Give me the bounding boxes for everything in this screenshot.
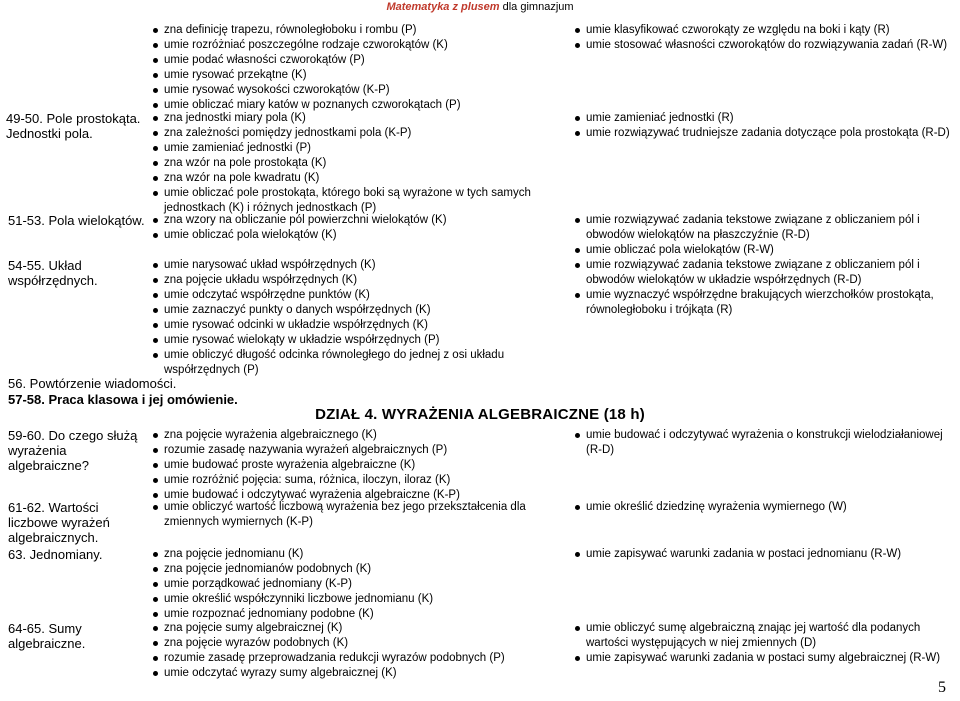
- bullet-icon: [153, 505, 158, 510]
- section-title: DZIAŁ 4. WYRAŻENIA ALGEBRAICZNE (18 h): [315, 406, 645, 423]
- bullet-icon: [153, 191, 158, 196]
- lesson-topic: 59-60. Do czego służą wyrażenia algebraiczne?: [8, 428, 138, 473]
- bullet-icon: [575, 218, 580, 223]
- list-item: zna wzory na obliczanie pól powierzchni wielokątów (K): [152, 213, 572, 228]
- bullet-icon: [153, 671, 158, 676]
- bullet-icon: [153, 146, 158, 151]
- lesson-topic: 51-53. Pola wielokątów.: [8, 213, 145, 228]
- bullet-icon: [153, 218, 158, 223]
- bullet-icon: [153, 323, 158, 328]
- bullet-icon: [153, 448, 158, 453]
- list-item: umie wyznaczyć współrzędne brakujących wierzchołków prostokąta, równoległoboku i trójkąta (R): [574, 288, 952, 318]
- bullet-icon: [153, 567, 158, 572]
- requirements-basic: [152, 500, 572, 530]
- bullet-icon: [575, 263, 580, 268]
- header-brand: Matematyka z plusem: [386, 1, 500, 13]
- page-number: 5: [938, 679, 946, 696]
- list-item: umie zaznaczyć punkty o danych współrzędnych (K): [152, 303, 572, 318]
- bullet-icon: [575, 248, 580, 253]
- bullet-icon: [575, 131, 580, 136]
- requirements-extended: [574, 23, 952, 53]
- list-item: umie odczytać współrzędne punktów (K): [152, 288, 572, 303]
- list-item: zna wzór na pole kwadratu (K): [152, 171, 572, 186]
- list-item: umie określić współczynniki liczbowe jednomianu (K): [152, 592, 572, 607]
- list-item: umie rysować odcinki w układzie współrzędnych (K): [152, 318, 572, 333]
- lesson-topic: 49-50. Pole prostokąta. Jednostki pola.: [6, 111, 141, 141]
- bullet-icon: [153, 433, 158, 438]
- list-item: umie rozróżniać poszczególne rodzaje czworokątów (K): [152, 38, 572, 53]
- requirements-basic: [152, 23, 572, 113]
- bullet-icon: [153, 131, 158, 136]
- list-item: zna pojęcie wyrażenia algebraicznego (K): [152, 428, 572, 443]
- requirements-extended: [574, 621, 952, 666]
- list-item: umie obliczyć sumę algebraiczną znając jej wartość dla podanych wartości występujących w niej zmiennych (D): [574, 621, 952, 651]
- bullet-icon: [153, 263, 158, 268]
- requirements-extended: [574, 111, 952, 141]
- list-item: umie obliczać pole prostokąta, którego boki są wyrażone w tych samych jednostkach (K) i różnych jednostkach (P): [152, 186, 572, 216]
- list-item: umie rozwiązywać zadania tekstowe związane z obliczaniem pól i obwodów wielokątów na płaszczyźnie (R-D): [574, 213, 952, 243]
- list-item: umie rysować wielokąty w układzie współrzędnych (P): [152, 333, 572, 348]
- bullet-icon: [153, 278, 158, 283]
- list-item: zna definicję trapezu, równoległoboku i rombu (P): [152, 23, 572, 38]
- bullet-icon: [153, 88, 158, 93]
- bullet-icon: [575, 28, 580, 33]
- list-item: zna pojęcie wyrazów podobnych (K): [152, 636, 572, 651]
- bullet-icon: [153, 338, 158, 343]
- list-item: umie stosować własności czworokątów do rozwiązywania zadań (R-W): [574, 38, 952, 53]
- list-item: zna pojęcie jednomianów podobnych (K): [152, 562, 572, 577]
- lesson-topic: 54-55. Układ współrzędnych.: [8, 258, 98, 288]
- list-item: umie porządkować jednomiany (K-P): [152, 577, 572, 592]
- requirements-extended: [574, 500, 952, 515]
- requirements-basic: [152, 621, 572, 681]
- list-item: umie rozwiązywać trudniejsze zadania dotyczące pola prostokąta (R-D): [574, 126, 952, 141]
- lesson-topic: 63. Jednomiany.: [8, 547, 103, 562]
- bullet-icon: [153, 626, 158, 631]
- list-item: umie obliczać pola wielokątów (R-W): [574, 243, 952, 258]
- bullet-icon: [153, 58, 158, 63]
- list-item: umie rozpoznać jednomiany podobne (K): [152, 607, 572, 622]
- bullet-icon: [575, 626, 580, 631]
- requirements-extended: [574, 213, 952, 258]
- list-item: zna zależności pomiędzy jednostkami pola (K-P): [152, 126, 572, 141]
- list-item: umie rysować przekątne (K): [152, 68, 572, 83]
- lesson-topic: 61-62. Wartości liczbowe wyrażeń algebraicznych.: [8, 500, 110, 545]
- bullet-icon: [153, 612, 158, 617]
- requirements-basic: [152, 547, 572, 622]
- bullet-icon: [153, 43, 158, 48]
- requirements-basic: [152, 258, 572, 378]
- bullet-icon: [153, 641, 158, 646]
- bullet-icon: [153, 161, 158, 166]
- list-item: umie określić dziedzinę wyrażenia wymiernego (W): [574, 500, 952, 515]
- list-item: umie obliczyć długość odcinka równoległego do jednej z osi układu współrzędnych (P): [152, 348, 572, 378]
- list-item: umie obliczyć wartość liczbową wyrażenia bez jego przekształcenia dla zmiennych wymiernych (K-P): [152, 500, 572, 530]
- list-item: umie obliczać pola wielokątów (K): [152, 228, 572, 243]
- bullet-icon: [153, 233, 158, 238]
- requirements-extended: [574, 258, 952, 318]
- bullet-icon: [153, 293, 158, 298]
- bullet-icon: [153, 73, 158, 78]
- list-item: zna pojęcie układu współrzędnych (K): [152, 273, 572, 288]
- list-item: umie odczytać wyrazy sumy algebraicznej (K): [152, 666, 572, 681]
- bullet-icon: [153, 656, 158, 661]
- bullet-icon: [153, 28, 158, 33]
- list-item: umie budować i odczytywać wyrażenia o konstrukcji wielodziałaniowej (R-D): [574, 428, 952, 458]
- list-item: umie budować proste wyrażenia algebraiczne (K): [152, 458, 572, 473]
- requirements-extended: [574, 547, 952, 562]
- bullet-icon: [153, 116, 158, 121]
- bullet-icon: [153, 353, 158, 358]
- bullet-icon: [153, 463, 158, 468]
- review-lesson: 56. Powtórzenie wiadomości.: [8, 376, 177, 391]
- header-subtitle: dla gimnazjum: [502, 1, 574, 13]
- list-item: rozumie zasadę przeprowadzania redukcji wyrazów podobnych (P): [152, 651, 572, 666]
- list-item: umie narysować układ współrzędnych (K): [152, 258, 572, 273]
- bullet-icon: [575, 43, 580, 48]
- list-item: zna wzór na pole prostokąta (K): [152, 156, 572, 171]
- lesson-topic: 64-65. Sumy algebraiczne.: [8, 621, 86, 651]
- list-item: umie zapisywać warunki zadania w postaci sumy algebraicznej (R-W): [574, 651, 952, 666]
- bullet-icon: [153, 552, 158, 557]
- list-item: umie klasyfikować czworokąty ze względu na boki i kąty (R): [574, 23, 952, 38]
- bullet-icon: [575, 505, 580, 510]
- list-item: umie zamieniać jednostki (P): [152, 141, 572, 156]
- bullet-icon: [153, 597, 158, 602]
- list-item: umie zapisywać warunki zadania w postaci jednomianu (R-W): [574, 547, 952, 562]
- list-item: rozumie zasadę nazywania wyrażeń algebraicznych (P): [152, 443, 572, 458]
- bullet-icon: [575, 433, 580, 438]
- page-header: [0, 0, 960, 14]
- list-item: umie obliczać miary katów w poznanych czworokątach (P): [152, 98, 572, 113]
- bullet-icon: [153, 582, 158, 587]
- list-item: umie rozwiązywać zadania tekstowe związane z obliczaniem pól i obwodów wielokątów w układzie współrzędnych (R-D): [574, 258, 952, 288]
- list-item: zna jednostki miary pola (K): [152, 111, 572, 126]
- list-item: zna pojęcie sumy algebraicznej (K): [152, 621, 572, 636]
- list-item: zna pojęcie jednomianu (K): [152, 547, 572, 562]
- requirements-extended: [574, 428, 952, 458]
- list-item: umie podać własności czworokątów (P): [152, 53, 572, 68]
- bullet-icon: [153, 493, 158, 498]
- bullet-icon: [575, 116, 580, 121]
- requirements-basic: [152, 111, 572, 216]
- bullet-icon: [153, 103, 158, 108]
- bullet-icon: [153, 478, 158, 483]
- bullet-icon: [575, 656, 580, 661]
- bullet-icon: [575, 552, 580, 557]
- list-item: umie rozróżnić pojęcia: suma, różnica, iloczyn, iloraz (K): [152, 473, 572, 488]
- test-lesson: 57-58. Praca klasowa i jej omówienie.: [8, 392, 238, 407]
- list-item: umie zamieniać jednostki (R): [574, 111, 952, 126]
- list-item: umie budować i odczytywać wyrażenia algebraiczne (K-P): [152, 488, 572, 503]
- requirements-basic: [152, 213, 572, 243]
- bullet-icon: [575, 293, 580, 298]
- bullet-icon: [153, 176, 158, 181]
- list-item: umie rysować wysokości czworokątów (K-P): [152, 83, 572, 98]
- requirements-basic: [152, 428, 572, 503]
- bullet-icon: [153, 308, 158, 313]
